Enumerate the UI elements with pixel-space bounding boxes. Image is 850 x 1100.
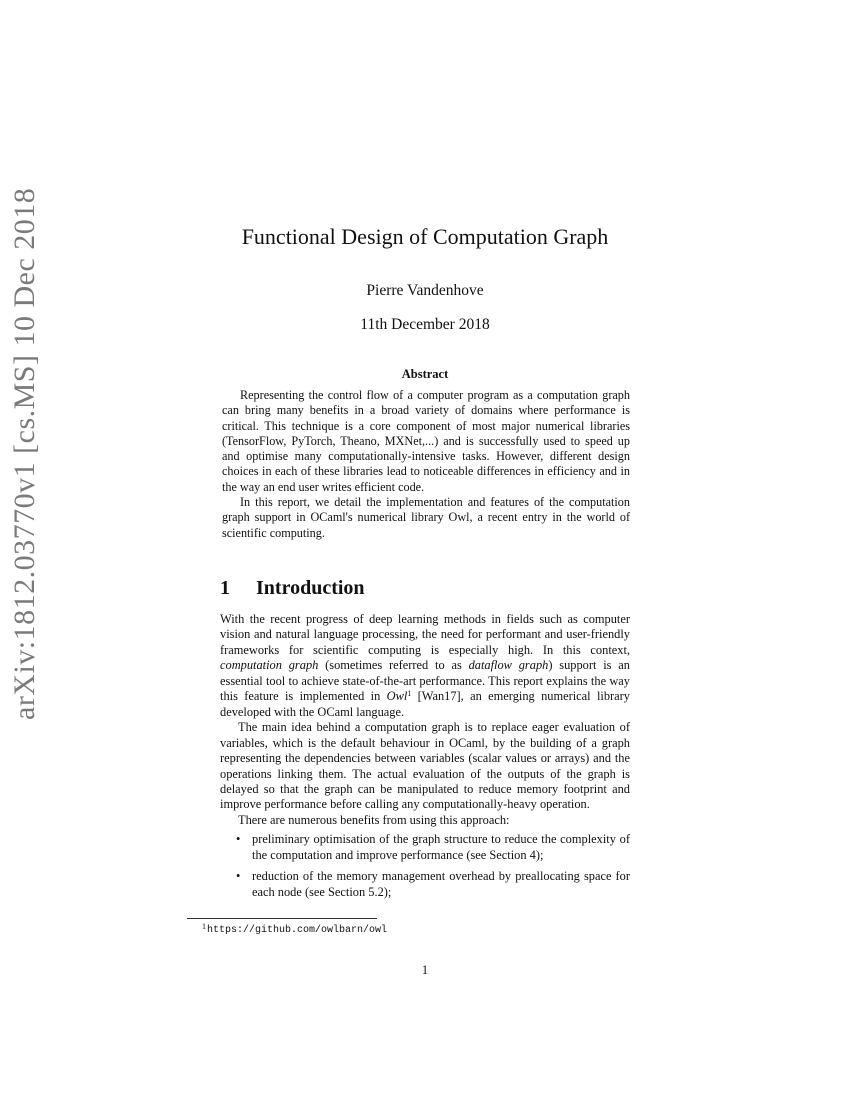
abstract-paragraph-1: Representing the control flow of a computer program as a computation graph can bring many benefits in a broad variety of domains where performance is critical. This technique is a core component of most major numerical libraries (TensorFlow, PyTorch, Theano, MXNet,...) and is successfully used to speed up and optimise many computationally-intensive tasks. However, different design choices in each of these libraries lead to noticeable differences in efficiency and in the way an end user writes efficient code. (222, 388, 630, 494)
intro-paragraph-1 (220, 612, 630, 720)
intro-p1-text-1: With the recent progress of deep learning methods in fields such as computer vision and natural language processing, the need for performant and user-friendly frameworks for scientific computing is especially high. In this context, (220, 612, 630, 657)
footnote-mark: 1 (202, 922, 206, 931)
list-item-text: reduction of the memory management overhead by preallocating space for each node (see Section 5.2); (252, 869, 630, 899)
bullet-glyph: • (236, 869, 241, 884)
abstract-heading: Abstract (401, 367, 449, 381)
intro-p1-emphasis-computation-graph: computation graph (220, 658, 319, 673)
benefits-list (220, 832, 630, 900)
abstract-paragraph-2: In this report, we detail the implementation and features of the computation graph support in OCaml's numerical library Owl, a recent entry in the world of scientific computing. (222, 495, 630, 540)
intro-p1-emphasis-owl: Owl (386, 689, 408, 704)
abstract-body (222, 388, 630, 541)
intro-p1-emphasis-dataflow-graph: dataflow graph (468, 658, 549, 673)
section-heading-introduction (220, 577, 365, 600)
intro-p1-text-2: (sometimes referred to as (318, 658, 469, 673)
footnote-link[interactable]: https://github.com/owlbarn/owl (207, 925, 388, 936)
paper-date: 11th December 2018 (360, 316, 490, 333)
introduction-body (220, 612, 630, 906)
arxiv-identifier-stamp: arXiv:1812.03770v1 [cs.MS] 10 Dec 2018 (8, 187, 41, 720)
footnote-divider (187, 918, 377, 919)
list-item (220, 869, 630, 900)
bullet-glyph: • (236, 832, 241, 847)
paper-title: Functional Design of Computation Graph (241, 224, 609, 249)
intro-p1-text-3: ) support is an essential tool to achieve state-of-the-art performance. This report explains the way this feature is implemented in (220, 658, 630, 704)
list-item-text: preliminary optimisation of the graph structure to reduce the complexity of the computation and improve performance (see Section 4); (252, 832, 630, 862)
paper-author: Pierre Vandenhove (366, 282, 484, 299)
list-item (220, 832, 630, 863)
footnote-marker[interactable]: 1 (407, 689, 412, 699)
section-title: Introduction (256, 577, 365, 599)
page-number: 1 (421, 963, 429, 977)
intro-paragraph-2: The main idea behind a computation graph is to replace eager evaluation of variables, which is the default behaviour in OCaml, by the building of a graph representing the dependencies between variables (scalar values or arrays) and the operations linking them. The actual evaluation of the outputs of the graph is delayed so that the graph can be manipulated to reduce memory footprint and improve performance before calling any computationally-heavy operation. (220, 720, 630, 812)
intro-p1-text-4: [Wan17], an emerging numerical library developed with the OCaml language. (220, 689, 630, 719)
intro-paragraph-3: There are numerous benefits from using this approach: (238, 812, 510, 827)
section-number: 1 (220, 577, 230, 599)
footnote (202, 922, 387, 936)
